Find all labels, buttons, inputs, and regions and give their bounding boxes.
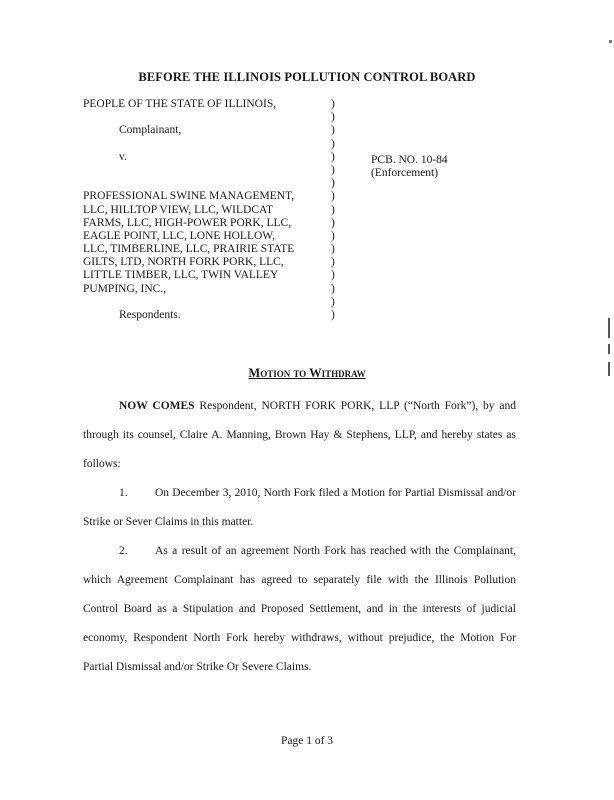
paragraph-number: 1. bbox=[119, 487, 128, 499]
motion-title: Motion to Withdraw bbox=[248, 366, 366, 380]
caption-paren: ) bbox=[331, 98, 335, 110]
caption-paren: ) bbox=[331, 190, 335, 203]
caption-line bbox=[83, 177, 323, 190]
motion-body bbox=[83, 392, 516, 682]
board-heading: BEFORE THE ILLINOIS POLLUTION CONTROL BOARD bbox=[138, 70, 476, 84]
caption-parentheses bbox=[331, 98, 341, 322]
caption-parties bbox=[83, 98, 323, 322]
caption-line: PROFESSIONAL SWINE MANAGEMENT, bbox=[83, 190, 295, 203]
caption-line bbox=[83, 111, 323, 124]
numbered-paragraph bbox=[83, 537, 516, 682]
scan-edge-mark bbox=[608, 318, 610, 338]
paragraph-text: As a result of an agreement North Fork has reached with the Complainant, which Agreement Complainant has agreed to separately file with the Illinois Pollution Control Board as a Stipulation and Proposed Settlement, and in the interests of judicial economy, Respondent North Fork hereby withdraws, without prejudice, the Motion For Partial Dismissal and/or Strike Or Severe Claims. bbox=[83, 545, 516, 673]
caption-paren: ) bbox=[331, 203, 335, 216]
caption-paren: ) bbox=[331, 124, 335, 137]
intro-bold: NOW COMES bbox=[119, 400, 195, 412]
caption-paren: ) bbox=[331, 309, 335, 321]
scan-speck bbox=[609, 40, 612, 43]
caption-paren: ) bbox=[331, 282, 335, 295]
caption-line bbox=[83, 164, 323, 177]
caption-line: LITTLE TIMBER, LLC, TWIN VALLEY bbox=[83, 269, 279, 282]
caption-line: PEOPLE OF THE STATE OF ILLINOIS, bbox=[83, 98, 277, 110]
caption-line: LLC, HILLTOP VIEW, LLC, WILDCAT bbox=[83, 203, 274, 216]
scan-edge-mark bbox=[608, 344, 610, 354]
paragraph-number: 2. bbox=[119, 545, 128, 557]
caption-paren: ) bbox=[331, 163, 335, 176]
caption-line: LLC, TIMBERLINE, LLC, PRAIRIE STATE bbox=[83, 243, 295, 256]
caption-paren: ) bbox=[331, 269, 335, 282]
caption-line bbox=[83, 138, 323, 151]
caption-line: v. bbox=[119, 150, 127, 163]
caption-paren: ) bbox=[331, 150, 335, 163]
intro-paragraph bbox=[83, 392, 516, 479]
intro-text: Respondent, NORTH FORK PORK, LLP (“North Fork”), by and through its counsel, Claire A. Manning, Brown Hay & Stephens, LLP, and hereby states as follows: bbox=[83, 400, 516, 470]
caption-paren: ) bbox=[331, 111, 335, 124]
scan-edge-mark bbox=[608, 362, 610, 376]
page-footer: Page 1 of 3 bbox=[280, 735, 334, 747]
caption-paren: ) bbox=[331, 177, 335, 190]
caption-line: FARMS, LLC, HIGH-POWER PORK, LLC, bbox=[83, 216, 292, 229]
caption-line: EAGLE POINT, LLC, LONE HOLLOW, bbox=[83, 229, 275, 242]
caption-paren: ) bbox=[331, 256, 335, 269]
caption-line: PUMPING, INC., bbox=[83, 282, 167, 295]
caption-paren: ) bbox=[331, 229, 335, 242]
caption-line: GILTS, LTD, NORTH FORK PORK, LLC, bbox=[83, 256, 284, 269]
paragraph-text: On December 3, 2010, North Fork filed a Motion for Partial Dismissal and/or Strike or Sever Claims in this matter. bbox=[83, 487, 516, 528]
case-number: PCB. NO. 10-84 bbox=[371, 154, 448, 166]
caption-paren: ) bbox=[331, 216, 335, 229]
numbered-paragraph bbox=[83, 479, 516, 537]
case-type: (Enforcement) bbox=[371, 167, 439, 180]
caption-case-info bbox=[371, 154, 448, 180]
caption-line bbox=[83, 296, 323, 309]
caption-paren: ) bbox=[331, 295, 335, 308]
caption-paren: ) bbox=[331, 243, 335, 256]
caption-paren: ) bbox=[331, 137, 335, 150]
caption-line: Respondents. bbox=[119, 309, 181, 321]
caption-line: Complainant, bbox=[119, 124, 182, 137]
